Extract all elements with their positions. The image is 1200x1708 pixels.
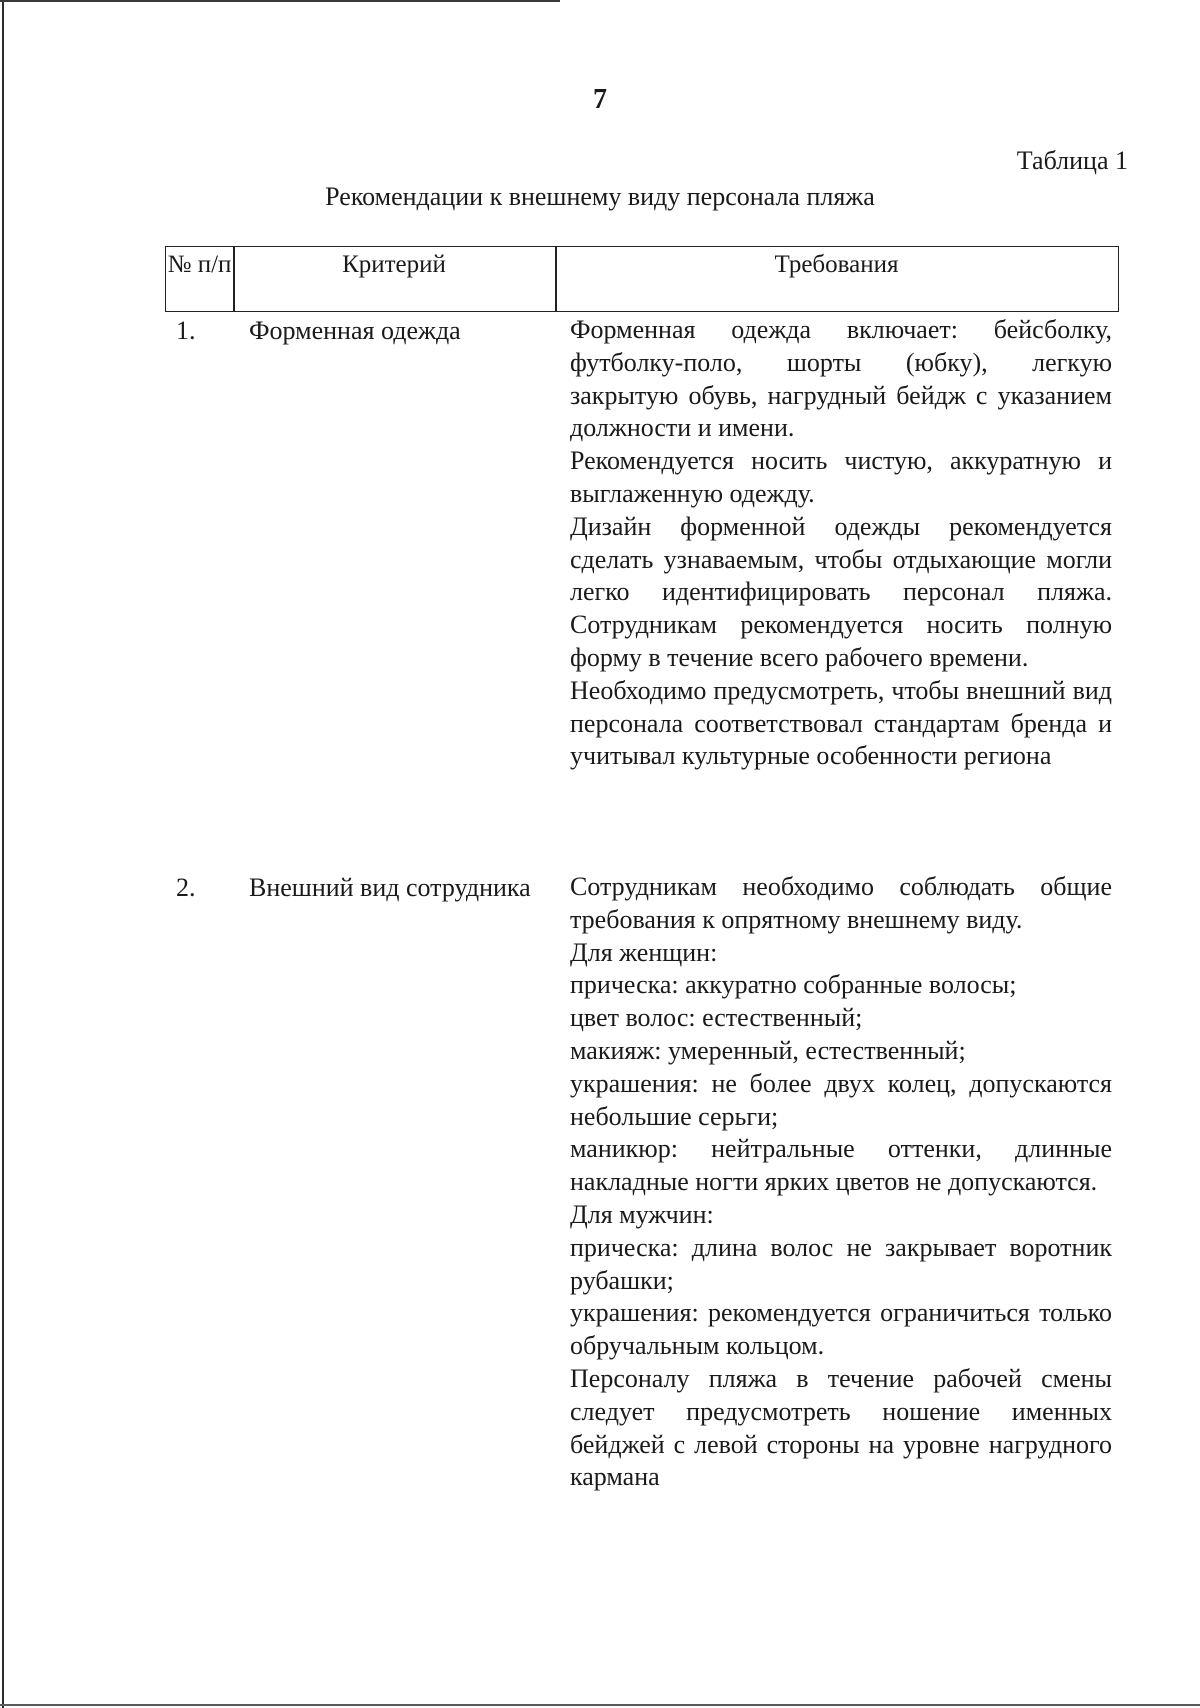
row-1-criterion: Форменная одежда (249, 316, 461, 345)
requirement-paragraph: Сотрудникам необходимо соблюдать общие требования к опрятному внешнему виду. (570, 872, 1112, 934)
requirement-paragraph: украшения: не более двух колец, допускаются небольшие серьги; (570, 1068, 1112, 1131)
header-num: № п/п (167, 251, 232, 278)
page-number: 7 (593, 84, 607, 115)
requirement-paragraph: Дизайн форменной одежды рекомендуется сделать узнаваемым, чтобы отдыхающие могли легко идентифицировать персонал пляжа. Сотрудникам рекомендуется носить полную форму в течение всего рабочего времени. (570, 511, 1112, 672)
header-requirements: Требования (774, 251, 899, 278)
requirement-paragraph: Необходимо предусмотреть, чтобы внешний вид персонала соответствовал стандартам бренда и учитывал культурные особенности региона (570, 675, 1112, 771)
requirement-paragraph: Форменная одежда включает: бейсболку, футболку-поло, шорты (юбку), легкую закрытую обувь, нагрудный бейдж с указанием должности и имени. (570, 315, 1112, 443)
row-2-number: 2. (176, 873, 196, 902)
scan-edge-bottom (0, 1704, 1200, 1706)
requirement-paragraph: прическа: аккуратно собранные волосы; (570, 970, 1017, 1000)
requirement-paragraph: макияж: умеренный, естественный; (570, 1035, 966, 1065)
requirement-paragraph: Для мужчин: (570, 1199, 714, 1229)
table-title: Рекомендации к внешнему виду персонала пляжа (325, 182, 875, 211)
scan-edge-top (0, 0, 560, 2)
scan-edge-left (2, 0, 4, 1708)
table-header (165, 246, 1119, 312)
requirement-paragraph: Персоналу пляжа в течение рабочей смены следует предусмотреть ношение именных бейджей с левой стороны на уровне нагрудного кармана (570, 1363, 1112, 1492)
row-1-number: 1. (176, 316, 196, 345)
table-label: Таблица 1 (1016, 146, 1128, 175)
row-2-criterion: Внешний вид сотрудника (249, 873, 531, 902)
requirement-paragraph: украшения: рекомендуется ограничиться только обручальным кольцом. (570, 1298, 1112, 1361)
requirement-paragraph: цвет волос: естественный; (570, 1003, 863, 1033)
requirement-paragraph: маникюр: нейтральные оттенки, длинные накладные ногти ярких цветов не допускаются. (570, 1134, 1112, 1197)
row-1-requirements (570, 314, 1112, 773)
row-2-requirements (570, 871, 1112, 1494)
requirement-paragraph: Рекомендуется носить чистую, аккуратную и выглаженную одежду. (570, 446, 1112, 508)
requirement-paragraph: прическа: длина волос не закрывает воротник рубашки; (570, 1232, 1112, 1295)
header-criterion: Критерий (342, 251, 446, 278)
requirement-paragraph: Для женщин: (570, 937, 718, 967)
